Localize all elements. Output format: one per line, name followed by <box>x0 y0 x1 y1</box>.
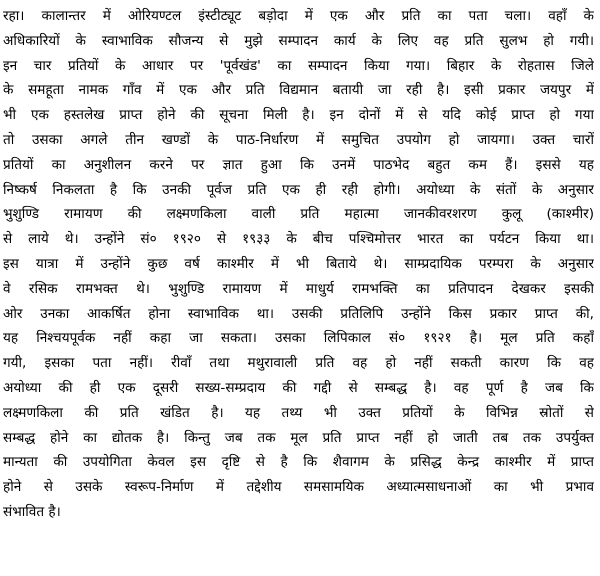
text-line-13: ओर उनका आकर्षित होना स्वाभाविक था। उसकी प्रतिलिपि उन्होंने किस प्रकार प्राप्त की, <box>3 305 594 322</box>
text-line-6: तो उसका अगले तीन खण्डों के पाठ-निर्धारण में समुचित उपयोग हो जायगा। उक्त चारों <box>3 131 594 148</box>
text-line-5: भी एक हस्तलेख प्राप्त होने की सूचना मिली है। इन दोनों में से यदि कोई प्राप्त हो गया <box>3 107 594 124</box>
text-line-3: इन चार प्रतियों के आधार पर 'पूर्वखंड' का सम्पादन किया गया। बिहार के रोहतास जिले <box>3 57 594 74</box>
text-line-15: गयी, इसका पता नहीं। रीवाँ तथा मथुरावाली प्रति वह हो नहीं सकती कारण कि वह <box>3 355 594 372</box>
text-line-19: मान्यता की उपयोगिता केवल इस दृष्टि से है कि शैवागम के प्रसिद्ध केन्द्र काश्मीर में प्राप्त <box>3 454 594 471</box>
text-line-4: के समहूता नामक गाँव में एक और प्रति विद्यमान बतायी जा रही है। इसी प्रकार जयपुर में <box>3 82 594 99</box>
text-line-12: वे रसिक रामभक्त थे। भुशुण्डि रामायण में माधुर्य रामभक्ति का प्रतिपादन देखकर इसकी <box>3 280 594 297</box>
text-line-7: प्रतियों का अनुशीलन करने पर ज्ञात हुआ कि उनमें पाठभेद बहुत कम हैं। इससे यह <box>3 156 594 173</box>
text-line-21: संभावित है। <box>3 503 61 520</box>
text-line-20: होने से उसके स्वरूप-निर्माण में तद्देशीय समसामयिक अध्यात्मसाधनाओं का भी प्रभाव <box>3 479 594 496</box>
text-line-9: भुशुण्डि रामायण की लक्ष्मणकिला वाली प्रति महात्मा जानकीवरशरण कुलू (काश्मीर) <box>3 206 594 223</box>
text-line-10: से लाये थे। उन्होंने सं० १९२० से १९३३ के बीच पश्चिमोत्तर भारत का पर्यटन किया था। <box>3 231 594 248</box>
text-line-18: सम्बद्ध होने का द्योतक है। किन्तु जब तक मूल प्रति प्राप्त नहीं हो जाती तब तक उपर्युक्त <box>3 429 594 446</box>
text-line-2: अधिकारियों के स्वाभाविक सौजन्य से मुझे सम्पादन कार्य के लिए वह प्रति सुलभ हो गयी। <box>3 32 594 49</box>
text-line-8: निष्कर्ष निकलता है कि उनकी पूर्वज प्रति एक ही रही होगी। अयोध्या के संतों के अनुसार <box>3 181 594 198</box>
text-line-1: रहा। कालान्तर में ओरियण्टल इंस्टीट्यूट बड़ोदा में एक और प्रति का पता चला। वहाँ के <box>3 8 594 24</box>
text-line-11: इस यात्रा में उन्होंने कुछ वर्ष काश्मीर में भी बिताये थे। साम्प्रदायिक परम्परा के अनुसार <box>3 255 594 272</box>
text-line-16: अयोध्या की ही एक दूसरी सख्य-सम्प्रदाय की गद्दी से सम्बद्ध है। वह पूर्ण है जब कि <box>3 379 594 396</box>
text-line-17: लक्ष्मणकिला की प्रति खंडित है। यह तथ्य भी उक्त प्रतियों के विभिन्न स्रोतों से <box>3 404 594 421</box>
text-line-14: यह निश्चयपूर्वक नहीं कहा जा सकता। उसका लिपिकाल सं० १९२१ है। मूल प्रति कहाँ <box>3 330 594 347</box>
